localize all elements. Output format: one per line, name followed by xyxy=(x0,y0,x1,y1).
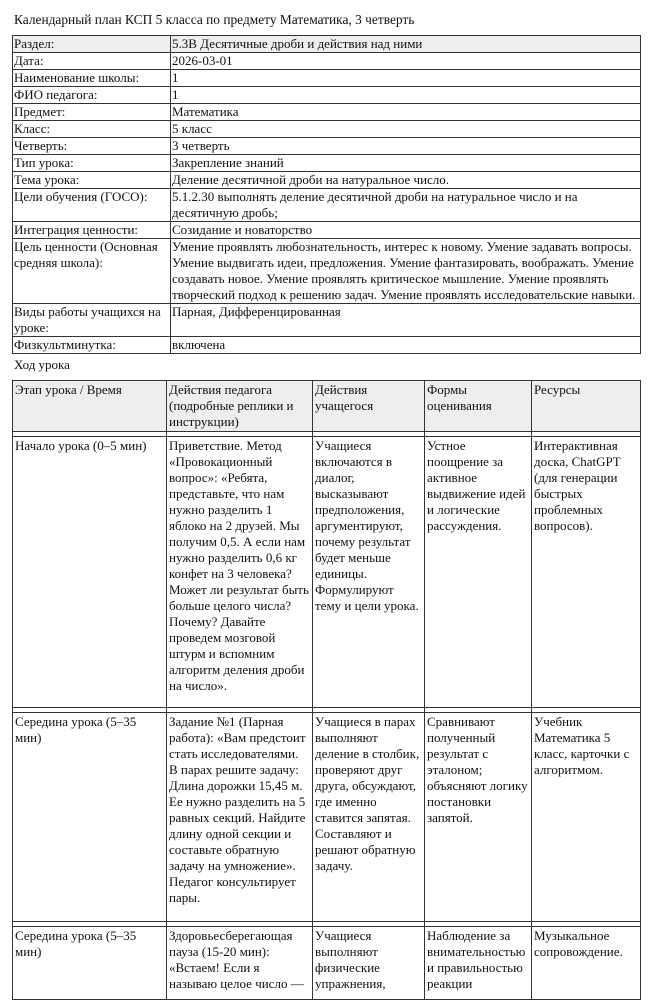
document-title: Календарный план КСП 5 класса по предмету Математика, 3 четверть xyxy=(14,12,415,27)
flow-row-middle-2 xyxy=(13,927,641,1000)
info-row-work-types xyxy=(13,304,641,337)
info-value: 5.3В Десятичные дроби и действия над ними xyxy=(171,36,641,53)
info-row-school xyxy=(13,70,641,87)
info-value: включена xyxy=(171,337,641,354)
student-cell: Учащиеся выполняют физические упражнения, xyxy=(313,927,425,1000)
info-value: Деление десятичной дроби на натуральное число. xyxy=(171,172,641,189)
info-key: Раздел: xyxy=(13,36,171,53)
info-row-exercise-break xyxy=(13,337,641,354)
stage-cell: Середина урока (5–35 мин) xyxy=(13,713,167,922)
info-value: 5 класс xyxy=(171,121,641,138)
info-row-teacher xyxy=(13,87,641,104)
info-key: Предмет: xyxy=(13,104,171,121)
info-row-lesson-type xyxy=(13,155,641,172)
info-key: Виды работы учащихся на уроке: xyxy=(13,304,171,337)
stage-cell: Начало урока (0–5 мин) xyxy=(13,437,167,708)
info-value: 5.1.2.30 выполнять деление десятичной дроби на натуральное число и на десятичную дробь; xyxy=(171,189,641,222)
resources-cell: Интерактивная доска, ChatGPT (для генерации быстрых проблемных вопросов). xyxy=(532,437,641,708)
info-key: Физкультминутка: xyxy=(13,337,171,354)
info-value: 3 четверть xyxy=(171,138,641,155)
assessment-cell: Наблюдение за внимательностью и правильностью реакции xyxy=(425,927,532,1000)
info-key: Тема урока: xyxy=(13,172,171,189)
info-value: 1 xyxy=(171,87,641,104)
flow-row-middle-1 xyxy=(13,713,641,922)
info-row-date xyxy=(13,53,641,70)
info-row-grade xyxy=(13,121,641,138)
info-key: Наименование школы: xyxy=(13,70,171,87)
info-key: Класс: xyxy=(13,121,171,138)
info-value: 1 xyxy=(171,70,641,87)
student-cell: Учащиеся включаются в диалог, высказывают предположения, аргументируют, почему результат будет меньше единицы. Формулируют тему и цели урока. xyxy=(313,437,425,708)
lesson-flow-table xyxy=(12,380,641,1000)
info-key: Дата: xyxy=(13,53,171,70)
student-cell: Учащиеся в парах выполняют деление в столбик, проверяют друг друга, обсуждают, где именно ставится запятая. Составляют и решают обратную задачу. xyxy=(313,713,425,922)
header-resources: Ресурсы xyxy=(532,381,641,432)
teacher-cell: Приветствие. Метод «Провокационный вопрос»: «Ребята, представьте, что нам нужно разделить 1 яблоко на 2 друзей. Мы получим 0,5. А если нам нужно разделить 0,6 кг конфет на 3 человека? Может ли результат быть больше целого числа? Почему? Давайте проведем мозговой штурм и вспомним алгоритм деления дроби на число». xyxy=(167,437,313,708)
info-value: Созидание и новаторство xyxy=(171,222,641,239)
info-row-objectives xyxy=(13,189,641,222)
info-key: Тип урока: xyxy=(13,155,171,172)
info-key: Четверть: xyxy=(13,138,171,155)
lesson-flow-label: Ход урока xyxy=(14,357,70,372)
assessment-cell: Устное поощрение за активное выдвижение идей и логические рассуждения. xyxy=(425,437,532,708)
info-row-subject xyxy=(13,104,641,121)
info-key: ФИО педагога: xyxy=(13,87,171,104)
info-value: Закрепление знаний xyxy=(171,155,641,172)
flow-row-start xyxy=(13,437,641,708)
stage-cell: Середина урока (5–35 мин) xyxy=(13,927,167,1000)
info-value: 2026-03-01 xyxy=(171,53,641,70)
info-key: Интеграция ценности: xyxy=(13,222,171,239)
info-value: Умение проявлять любознательность, интерес к новому. Умение задавать вопросы. Умение выдвигать идеи, предложения. Умение фантазировать, воображать. Умение создавать новое. Умение проявлять критическое мышление. Умение проявлять творческий подход к решению задач. Умение проявлять исследовательские навыки. xyxy=(171,239,641,304)
teacher-cell: Задание №1 (Парная работа): «Вам предстоит стать исследователями. В парах решите задачу: Длина дорожки 15,45 м. Ее нужно разделить на 5 равных секций. Найдите длину одной секции и составьте обратную задачу на умножение». Педагог консультирует пары. xyxy=(167,713,313,922)
info-value: Математика xyxy=(171,104,641,121)
header-teacher-actions: Действия педагога (подробные реплики и инструкции) xyxy=(167,381,313,432)
header-assessment: Формы оценивания xyxy=(425,381,532,432)
resources-cell: Музыкальное сопровождение. xyxy=(532,927,641,1000)
info-key: Цели обучения (ГОСО): xyxy=(13,189,171,222)
info-row-topic xyxy=(13,172,641,189)
info-value: Парная, Дифференцированная xyxy=(171,304,641,337)
info-row-section xyxy=(13,36,641,53)
info-row-value-integration xyxy=(13,222,641,239)
resources-cell: Учебник Математика 5 класс, карточки с алгоритмом. xyxy=(532,713,641,922)
info-key: Цель ценности (Основная средняя школа): xyxy=(13,239,171,304)
header-stage: Этап урока / Время xyxy=(13,381,167,432)
teacher-cell: Здоровьесберегающая пауза (15-20 мин): «Встаем! Если я называю целое число — xyxy=(167,927,313,1000)
header-student-actions: Действия учащегося xyxy=(313,381,425,432)
info-row-quarter xyxy=(13,138,641,155)
info-row-value-goal xyxy=(13,239,641,304)
assessment-cell: Сравнивают полученный результат с эталоном; объясняют логику постановки запятой. xyxy=(425,713,532,922)
lesson-info-table xyxy=(12,35,641,354)
flow-header-row xyxy=(13,381,641,432)
